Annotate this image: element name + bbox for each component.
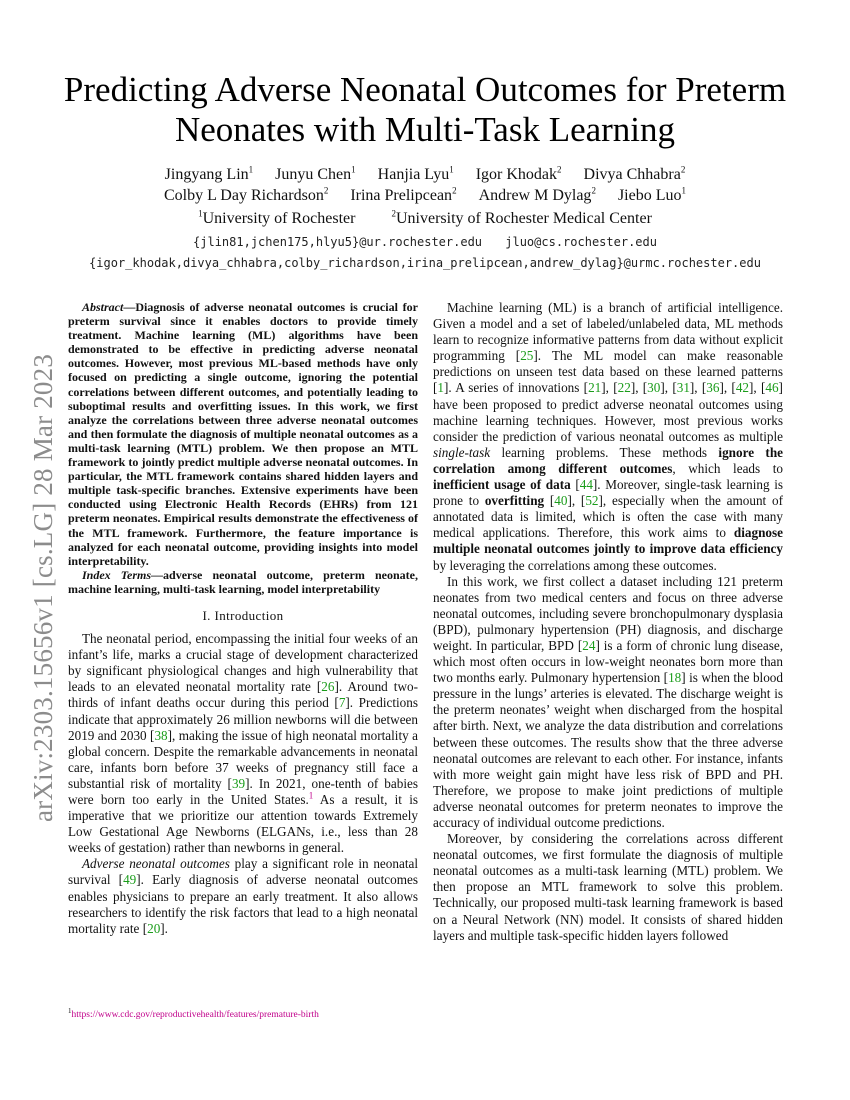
citation-link[interactable]: 31 [676,380,690,396]
citation-link[interactable]: 36 [706,380,720,396]
email-row-1 [40,232,810,253]
email-row-2 [40,253,810,274]
author: Hanjia Lyu$^1$ [377,164,454,183]
citation-link[interactable]: 20 [147,920,161,936]
abstract: Abstract—Diagnosis of adverse neonatal outcomes is crucial for preterm survival since it enables doctors to provide timely treatment. Machine learning (ML) algorithms have been demonstrated to be effective in predicting adverse neonatal outcomes. However, most previous ML-based methods have only focused on predicting a single outcome, ignoring the potential correlations between different outcomes, and potentially leading to suboptimal results and overfitting issues. In this work, we first analyze the correlations between three adverse neonatal outcomes and then formulate the diagnosis of multiple neonatal outcomes as a multi-task learning (MTL) problem. We then propose an MTL framework to jointly predict multiple adverse neonatal outcomes. In particular, the MTL framework contains shared hidden layers and multiple task-specific branches. Extensive experiments have been conducted using Electronic Health Records (EHRs) from 121 preterm neonates. Empirical results demonstrate the effectiveness of the MTL framework. Furthermore, the feature importance is analyzed for each neonatal outcome, providing insights into model interpretability. [68,300,418,568]
citation-link[interactable]: 42 [735,380,749,396]
citation-link[interactable]: 26 [321,679,335,695]
author: Jingyang Lin$^1$ [164,164,254,183]
author: Jiebo Luo$^1$ [617,185,686,204]
citation-link[interactable]: 40 [554,493,568,509]
footnote-marker[interactable]: 1 [308,790,314,801]
citation-link[interactable]: 25 [520,348,534,364]
right-paragraph-2: In this work, we first collect a dataset including 121 preterm neonates from two medical centers and focus on three adverse neonatal outcomes, including severe bronchopulmonary dysplasia (BPD), pulmonary hypertension (PH) diagnosis, and discharge weight. In particular, BPD [24] is a form of chronic lung disease, which most often occurs in low-weight neonates born more than two months early. Pulmonary hypertension [18] is when the blood pressure in the lungs’ arteries is elevated. The discharge weight is the preterm neonates’ weight when discharged from the hospital after birth. Next, we analyze the data distribution and correlations between these outcomes. The results show that the three adverse neonatal outcomes are relevant to each other. For instance, infants with more weight gain might have less risk of BPD and PH. Therefore, we propose to make joint predictions of multiple adverse neonatal outcomes for preterm neonates to improve the accuracy of individual outcome predictions. [433,573,783,830]
footnote: $^1$https://www.cdc.gov/reproductivehealth/features/premature-birth [68,1007,319,1021]
citation-link[interactable]: 18 [668,670,682,686]
arxiv-id-text: arXiv:2303.15656v1 [cs.LG] 28 Mar 2023 [28,353,58,822]
affiliation: $^1$University of Rochester [198,208,356,227]
left-column [68,300,418,937]
email: {jlin81,jchen175,hlyu5}@ur.rochester.edu [193,235,483,249]
author-row-1 [60,164,790,185]
section-heading-introduction: I. Introduction [202,607,284,623]
citation-link[interactable]: 22 [617,380,631,396]
author: Junyu Chen$^1$ [275,164,356,183]
citation-link[interactable]: 21 [588,380,602,396]
author: Colby L Day Richardson$^2$ [164,185,329,204]
affiliations [60,210,790,228]
intro-paragraph-1: The neonatal period, encompassing the initial four weeks of an infant’s life, marks a crucial stage of development characterized by significant physiological changes and high vulnerability that leads to an elevated neonatal mortality rate [26]. Around two-thirds of infant deaths occur during this period [7]. Predictions indicate that approximately 26 million newborns will die between 2019 and 2030 [38], making the issue of high neonatal mortality a global concern. Despite the remarkable advancements in neonatal care, infants born before 37 weeks of pregnancy still face a substantial risk of mortality [39]. In 2021, one-tenth of babies were born too early in the United States.$^1$ As a result, it is imperative that we prioritize our attention towards Extremely Low Gestational Age Newborns (ELGANs, i.e., less than 28 weeks of gestation) rather than newborns in general. [68,631,419,856]
paper-title: Predicting Adverse Neonatal Outcomes for Preterm Neonates with Multi-Task Learning [63,70,787,149]
right-paragraph-1: Machine learning (ML) is a branch of artificial intelligence. Given a model and a set of labeled/unlabeled data, ML methods learn to recognize informative patterns from data without explicit programming [25]. The ML model can make reasonable predictions on unseen test data based on these learned patterns [1]. A series of innovations [21], [22], [30], [31], [36], [42], [46] have been proposed to predict adverse neonatal outcomes using machine learning techniques. However, most previous works consider the prediction of various neonatal outcomes as multiple single-task learning problems. These methods ignore the correlation among different outcomes, which leads to inefficient usage of data [44]. Moreover, single-task learning is prone to overfitting [40], [52], especially when the amount of annotated data is limited, which is often the case with many medical applications. Therefore, this work aims to diagnose multiple neonatal outcomes jointly to improve data efficiency by leveraging the correlations among these outcomes. [433,300,784,573]
index-terms: Index Terms—adverse neonatal outcome, preterm neonate, machine learning, multi-task learning, model interpretability [68,567,418,596]
citation-link[interactable]: 24 [582,637,596,653]
citation-link[interactable]: 49 [123,872,137,888]
citation-link[interactable]: 7 [338,695,346,711]
author: Andrew M Dylag$^2$ [478,185,596,204]
citation-link[interactable]: 44 [579,477,593,493]
citation-link[interactable]: 38 [154,727,168,743]
intro-paragraph-2: Adverse neonatal outcomes play a significant role in neonatal survival [49]. Early diagnosis of adverse neonatal outcomes enables physicians to prepare an early treatment. It also allows researchers to identify the risk factors that lead to a high neonatal mortality rate [20]. [68,856,419,936]
right-paragraph-3: Moreover, by considering the correlations across different neonatal outcomes, we first formulate the diagnosis of multiple neonatal outcomes as a multi-task learning (MTL) problem. We then propose an MTL framework to solve this problem. Technically, our proposed multi-task learning framework is based on a Neural Network (NN) model. It consists of shared hidden layers and multiple task-specific hidden layers followed [433,831,783,943]
citation-link[interactable]: 30 [647,380,661,396]
email: jluo@cs.rochester.edu [505,235,657,249]
citation-link[interactable]: 1 [437,380,444,396]
citation-link[interactable]: 52 [585,493,599,509]
author: Igor Khodak$^2$ [475,164,562,183]
email-list [40,232,810,274]
footnote-url[interactable]: https://www.cdc.gov/reproductivehealth/features/premature-birth [71,1010,319,1021]
right-column [433,300,783,944]
author: Divya Chhabra$^2$ [583,164,686,183]
author: Irina Prelipcean$^2$ [350,185,457,204]
citation-link[interactable]: 39 [231,775,246,791]
affiliation: $^2$University of Rochester Medical Center [391,208,652,227]
email: {igor_khodak,divya_chhabra,colby_richardson,irina_prelipcean,andrew_dylag}@urmc.rochester.edu [89,256,761,270]
author-list [60,164,790,206]
author-row-2 [60,185,790,206]
citation-link[interactable]: 46 [765,380,779,396]
